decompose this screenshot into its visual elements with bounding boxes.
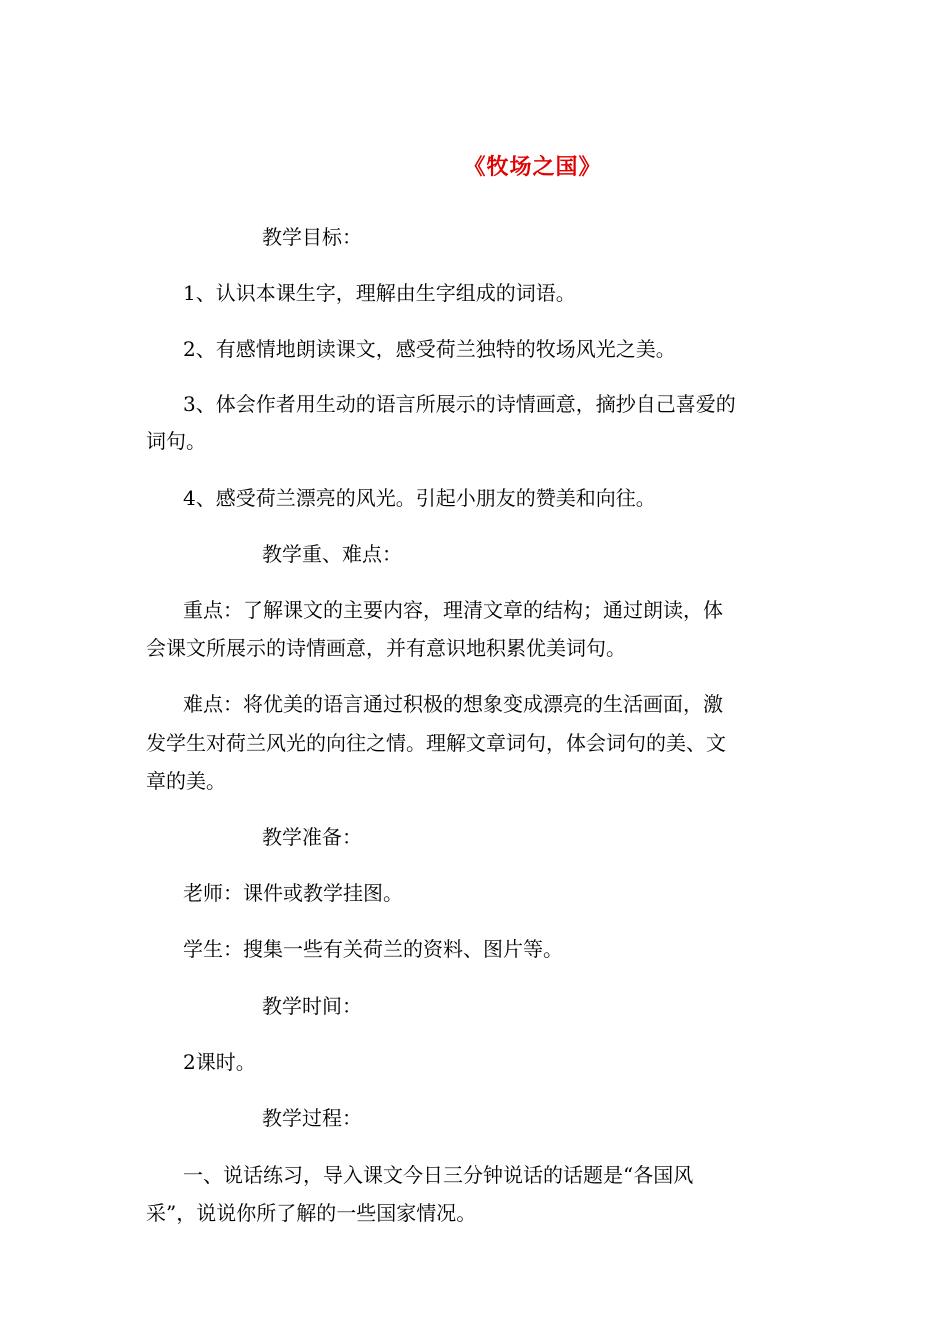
document-title: 《牧场之国》 [463,155,602,180]
heading-teaching-process: 教学过程： [262,1106,362,1130]
process-step-1-line-2: 采”，说说你所了解的一些国家情况。 [146,1201,477,1225]
goal-2: 2、有感情地朗读课文，感受荷兰独特的牧场风光之美。 [183,337,676,361]
difficult-point-line-3: 章的美。 [146,769,226,793]
teaching-time-value: 2课时。 [183,1050,256,1074]
goal-1: 1、认识本课生字，理解由生字组成的词语。 [183,281,576,305]
goal-3-line-2: 词句。 [146,429,206,453]
preparation-students: 学生：搜集一些有关荷兰的资料、图片等。 [183,937,563,961]
key-point-line-1: 重点：了解课文的主要内容，理清文章的结构；通过朗读，体 [183,598,723,622]
difficult-point-line-2: 发学生对荷兰风光的向往之情。理解文章词句，体会词句的美、文 [146,731,726,755]
difficult-point-line-1: 难点：将优美的语言通过积极的想象变成漂亮的生活画面，激 [183,692,723,716]
goal-4: 4、感受荷兰漂亮的风光。引起小朋友的赞美和向往。 [183,486,656,510]
heading-key-difficult-points: 教学重、难点： [262,542,402,566]
heading-teaching-preparation: 教学准备： [262,825,362,849]
preparation-teacher: 老师：课件或教学挂图。 [183,881,403,905]
heading-teaching-goals: 教学目标： [262,225,362,249]
goal-3-line-1: 3、体会作者用生动的语言所展示的诗情画意，摘抄自己喜爱的 [183,392,736,416]
heading-teaching-time: 教学时间： [262,994,362,1018]
key-point-line-2: 会课文所展示的诗情画意，并有意识地积累优美词句。 [146,636,626,660]
process-step-1-line-1: 一、说话练习，导入课文今日三分钟说话的话题是“各国风 [183,1163,694,1187]
